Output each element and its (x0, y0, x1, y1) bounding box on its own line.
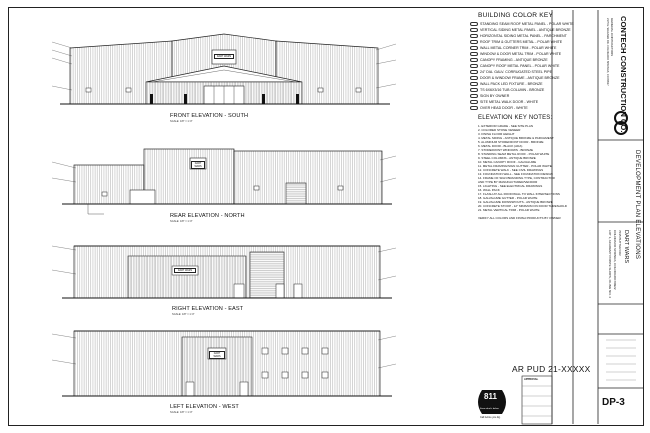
key-note: AND TYPE BY MANUFACTURER/VENDOR (478, 180, 538, 184)
key-note: 5. ALUMINUM STOREFRONT DOOR - BRONZE (478, 140, 544, 144)
key-note: 3. FINISH FLOOR HEIGHT (478, 132, 515, 136)
key-notes-footer: VERIFY ALL COLORS AND FINISH PRODUCTS BY OWNER (478, 216, 561, 220)
front-sign-text: DART WARS (214, 54, 234, 59)
right-elevation-title: RIGHT ELEVATION - EAST (172, 306, 244, 312)
left-elevation-title: LEFT ELEVATION - WEST (170, 404, 239, 410)
project-line: 7035 BUTTER CIR (618, 230, 622, 256)
color-key-title: BUILDING COLOR KEY (478, 12, 554, 19)
sheet-number: DP-3 (602, 397, 625, 408)
right-elevation-scale: SCALE: 1/8" = 1'-0" (172, 313, 195, 316)
rear-sign-text: DART WARS (191, 161, 205, 169)
color-key-item: WALL PACK LED FIXTURE - BRONZE (470, 82, 543, 86)
right-sign-text: DART WARS (174, 268, 196, 273)
key-note: 16. WALL PACK (478, 188, 500, 192)
key-note: 19. GALVALUME DOWNSPOUTS - ANTIQUE BRONZE (478, 200, 553, 204)
key-note: 7. STOREFRONT WINDOWS - BRONZE (478, 148, 534, 152)
color-key-item: OVER HEAD DOOR - WHITE (470, 106, 528, 110)
color-key-item: STANDING SEAM ROOF METAL PANEL - POLAR WHITE (470, 22, 574, 26)
left-sign-text: DART WARS (209, 351, 225, 359)
key-note: 9. STEEL COLUMNS - ANTIQUE BRONZE (478, 156, 536, 160)
badge-811-number: 811 (484, 392, 497, 401)
rear-elevation-scale: SCALE: 1/8" = 1'-0" (170, 220, 193, 223)
color-key-item: CANOPY ROOF METAL PANEL - POLAR WHITE (470, 64, 559, 68)
color-key-item: VERTICAL SIDING METAL PANEL - ANTIQUE BRONZE (470, 28, 571, 32)
key-note: 17. FLASH AT ALL ROOF/WALL TO WALL INTERSECTIONS (478, 192, 560, 196)
key-note: 4. METAL SIDING - ANTIQUE BRONZE & PARCHMENT (478, 136, 554, 140)
key-note: 10. METAL CANOPY ROOF - GALVALUME (478, 160, 537, 164)
company-subtitle: GENERAL CONTRACTORS (610, 18, 614, 57)
key-note: 14. FRAME OF SIGN BRANDING TYPE, CONTRACTOR (478, 176, 555, 180)
rear-elevation-drawing (52, 149, 396, 214)
rear-elevation-title: REAR ELEVATION - NORTH (170, 213, 245, 219)
color-key-item: ROOF TRIM & GUTTERS METAL - POLAR WHITE (470, 40, 562, 44)
company-address: 2175 E. WAGNER DR. COLORADO SPRINGS, CO 80917 (606, 18, 609, 86)
color-key-item: WINDOW & DOOR METAL TRIM - POLAR WHITE (470, 52, 561, 56)
project-line: COLORADO SPRINGS, COLORADO 80922 (613, 230, 617, 290)
company-name: CONTECH CONSTRUCTION CO. (619, 16, 628, 133)
approval-label: APPROVAL (524, 378, 539, 381)
color-key-item: DOOR & WINDOW FRAME - ANTIQUE BRONZE (470, 76, 559, 80)
sheet-title: DEVELOPMENT PLAN ELEVATIONS (634, 150, 640, 260)
pud-number: AR PUD 21-XXXXX (512, 364, 591, 374)
left-elevation-scale: SCALE: 1/8" = 1'-0" (170, 411, 193, 414)
key-note: 2. COLORED STONE VENEER (478, 128, 521, 132)
key-note: 21. METAL VERTICAL TRIM - POLAR WHITE (478, 208, 540, 212)
key-note: 8. STANDING SEAM METAL ROOF - POLAR WHITE (478, 152, 550, 156)
right-elevation-drawing (52, 246, 396, 298)
key-notes-title: ELEVATION KEY NOTES: (478, 115, 553, 121)
badge-811-line: Know what's below. (480, 408, 500, 410)
key-note: 18. GALVALUME GUTTER - POLAR WHITE (478, 196, 538, 200)
color-key-item: SIGN BY OWNER (470, 94, 509, 98)
color-key-item: HORIZONTAL SIDING METAL PANEL - PARCHMENT (470, 34, 567, 38)
color-key-item: SITE METAL WALK DOOR - WHITE (470, 100, 538, 104)
color-key-item: CANOPY FRAMING - ANTIQUE BRONZE (470, 58, 548, 62)
front-elevation-scale: SCALE: 1/8" = 1'-0" (170, 120, 193, 123)
front-elevation-drawing (52, 34, 396, 104)
key-note: 20. CONCRETE STOOP - 12" MINIMUM ON DOOR THRESHOLD (478, 204, 567, 208)
project-name: DART WARS (623, 230, 629, 264)
color-key-item: 24" DIA. GALV. CORRUGATED STEEL PIPE (470, 70, 552, 74)
key-note: 15. LIGHTING - SEE ELECTRICAL DRAWINGS (478, 184, 543, 188)
badge-811-line: Call before you dig. (480, 416, 501, 419)
key-note: 1. EXTERIOR GRADE - SEE SITE PLAN (478, 124, 534, 128)
key-note: 13. FOUNDATION WALL - SEE FOUNDATION DESIGN (478, 172, 553, 176)
project-line: LOT 1, ACADEMY POINTE SHOPS, FILING NO. 4 (608, 230, 612, 298)
key-note: 11. METAL FRAMING/SIGN GUTTER - POLAR WHITE (478, 164, 552, 168)
front-elevation-title: FRONT ELEVATION - SOUTH (170, 113, 249, 119)
key-note: 12. CONCRETE WALK - SEE CIVIL DRAWINGS (478, 168, 544, 172)
key-note: 6. METAL DOOR - BLACK (ADA) (478, 144, 523, 148)
color-key-item: WALL METAL CORNER TRIM - POLAR WHITE (470, 46, 556, 50)
color-key-item: TS 6X6X3/16 TUB COLUMN - BRONZE (470, 88, 544, 92)
left-elevation-drawing (52, 331, 396, 396)
